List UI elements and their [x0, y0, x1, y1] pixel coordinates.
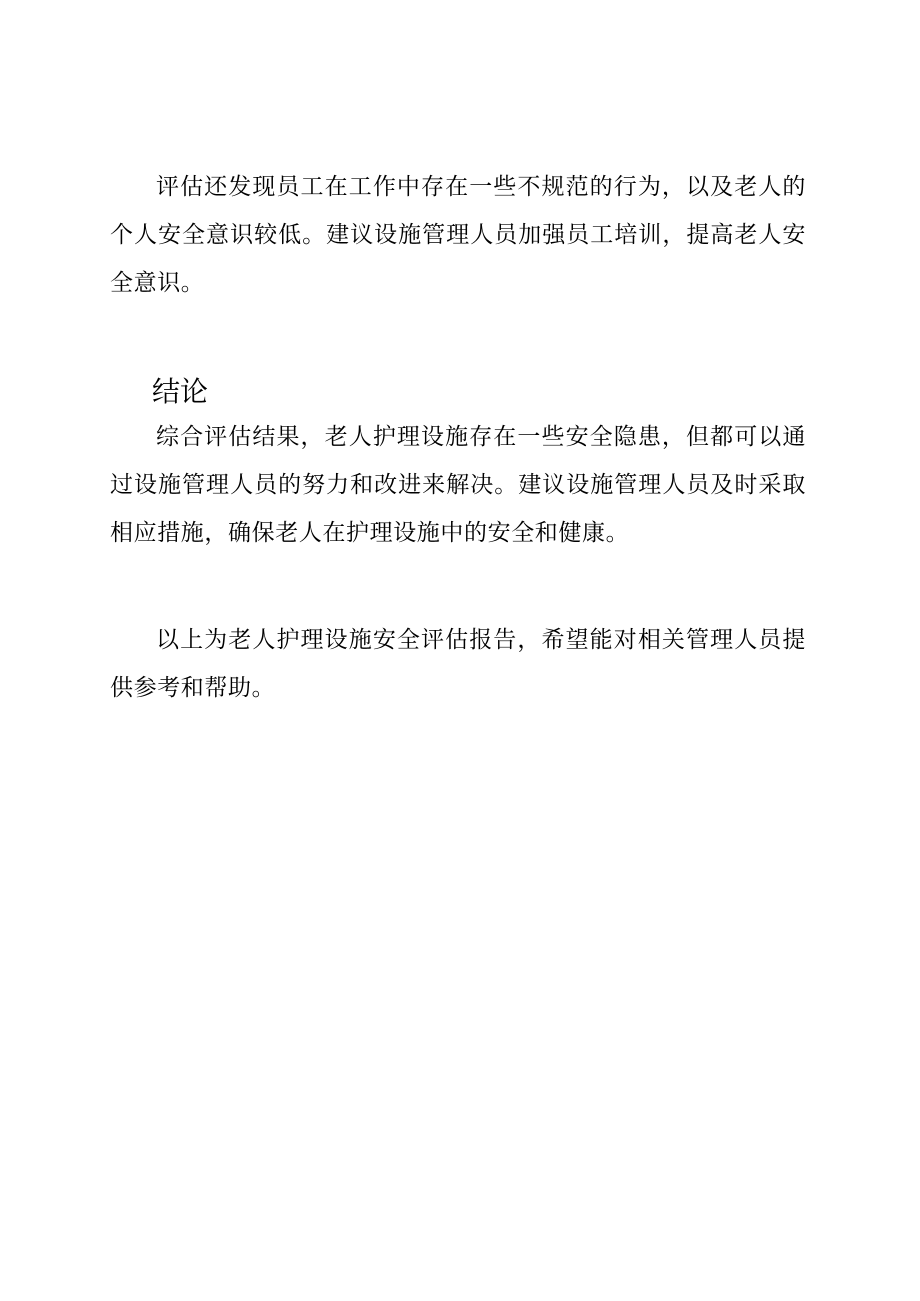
conclusion-heading: 结论: [152, 375, 209, 408]
conclusion-paragraph: 综合评估结果，老人护理设施存在一些安全隐患，但都可以通过设施管理人员的努力和改进来解决。建议设施管理人员及时采取相应措施，确保老人在护理设施中的安全和健康。: [110, 424, 806, 546]
findings-paragraph: 评估还发现员工在工作中存在一些不规范的行为，以及老人的个人安全意识较低。建议设施管理人员加强员工培训，提高老人安全意识。: [110, 174, 806, 296]
closing-paragraph: 以上为老人护理设施安全评估报告，希望能对相关管理人员提供参考和帮助。: [110, 627, 806, 701]
